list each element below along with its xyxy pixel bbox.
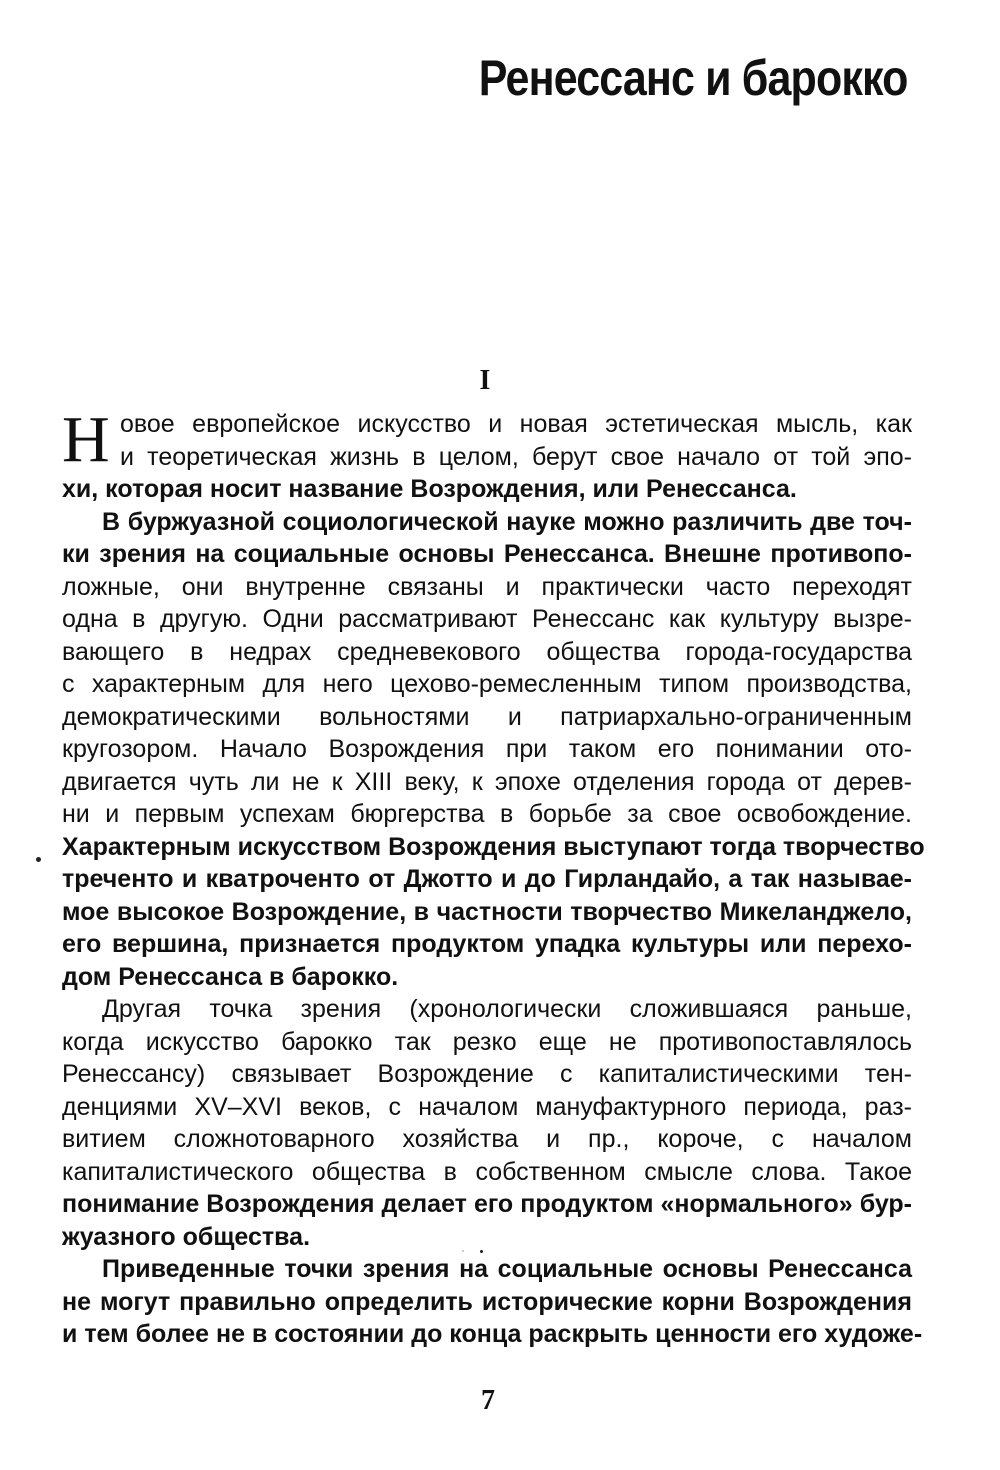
text-line: жуазного общества. <box>62 1222 311 1251</box>
text-line: двигается чуть ли не к XIII веку, к эпохе отделения города от дерев- <box>62 767 912 796</box>
scan-speck <box>462 1250 464 1252</box>
text-line: Ренессансу) связывает Возрождение с капиталистическими тен- <box>62 1060 912 1088</box>
text-line: хи, которая носит название Возрождения, или Ренессанса. <box>62 475 797 503</box>
chapter-title: Ренессанс и барокко <box>479 50 908 106</box>
text-line: денциями XV–XVI веков, с началом мануфактурного периода, раз- <box>62 1092 912 1121</box>
text-line: вающего в недрах средневекового общества города-государства <box>62 637 912 666</box>
text-line: Другая точка зрения (хронологически сложившаяся раньше, <box>102 995 912 1023</box>
text-line: с характерным для него цехово-ремесленным типом производства, <box>62 670 912 698</box>
text-line: овое европейское искусство и новая эстетическая мысль, как <box>120 410 912 438</box>
text-line: одна в другую. Одни рассматривают Ренессанс как культуру вызре- <box>62 605 912 633</box>
text-line: его вершина, признается продуктом упадка культуры или перехо- <box>62 930 912 958</box>
text-line: Характерным искусством Возрождения выступают тогда творчество <box>62 832 925 861</box>
page-number: 7 <box>481 1385 495 1416</box>
text-line: кругозором. Начало Возрождения при таком его понимании ото- <box>62 735 912 763</box>
drop-cap: Н <box>62 403 110 476</box>
scan-speck <box>36 857 41 862</box>
text-line: дом Ренессанса в барокко. <box>62 962 399 991</box>
text-line: ложные, они внутренне связаны и практически часто переходят <box>62 572 912 601</box>
text-line: ни и первым успехам бюргерства в борьбе за свое освобождение. <box>62 800 912 828</box>
text-line: понимание Возрождения делает его продуктом «нормального» бур- <box>62 1190 912 1218</box>
section-number: I <box>479 365 491 396</box>
text-line: витием сложнотоварного хозяйства и пр., короче, с началом <box>62 1125 912 1153</box>
text-line: не могут правильно определить исторические корни Возрождения <box>62 1287 912 1316</box>
text-line: и теоретическая жизнь в целом, берут свое начало от той эпо- <box>120 442 912 471</box>
body-text <box>62 403 925 1351</box>
text-line: треченто и кватроченто от Джотто и до Гирландайо, а так называе- <box>62 865 912 893</box>
text-line: демократическими вольностями и патриархально-ограниченным <box>62 702 912 731</box>
text-line: Приведенные точки зрения на социальные основы Ренессанса <box>102 1255 912 1283</box>
text-line: когда искусство барокко так резко еще не противопоставлялось <box>62 1027 912 1056</box>
text-line: капиталистического общества в собственном смысле слова. Такое <box>62 1157 912 1186</box>
scan-speck <box>480 1250 483 1253</box>
text-line: В буржуазной социологической науке можно различить две точ- <box>102 507 912 536</box>
text-line: мое высокое Возрождение, в частности творчество Микеланджело, <box>62 897 912 926</box>
text-line: ки зрения на социальные основы Ренессанса. Внешне противопо- <box>62 540 912 568</box>
text-line: и тем более не в состоянии до конца раскрыть ценности его художе- <box>62 1320 923 1348</box>
